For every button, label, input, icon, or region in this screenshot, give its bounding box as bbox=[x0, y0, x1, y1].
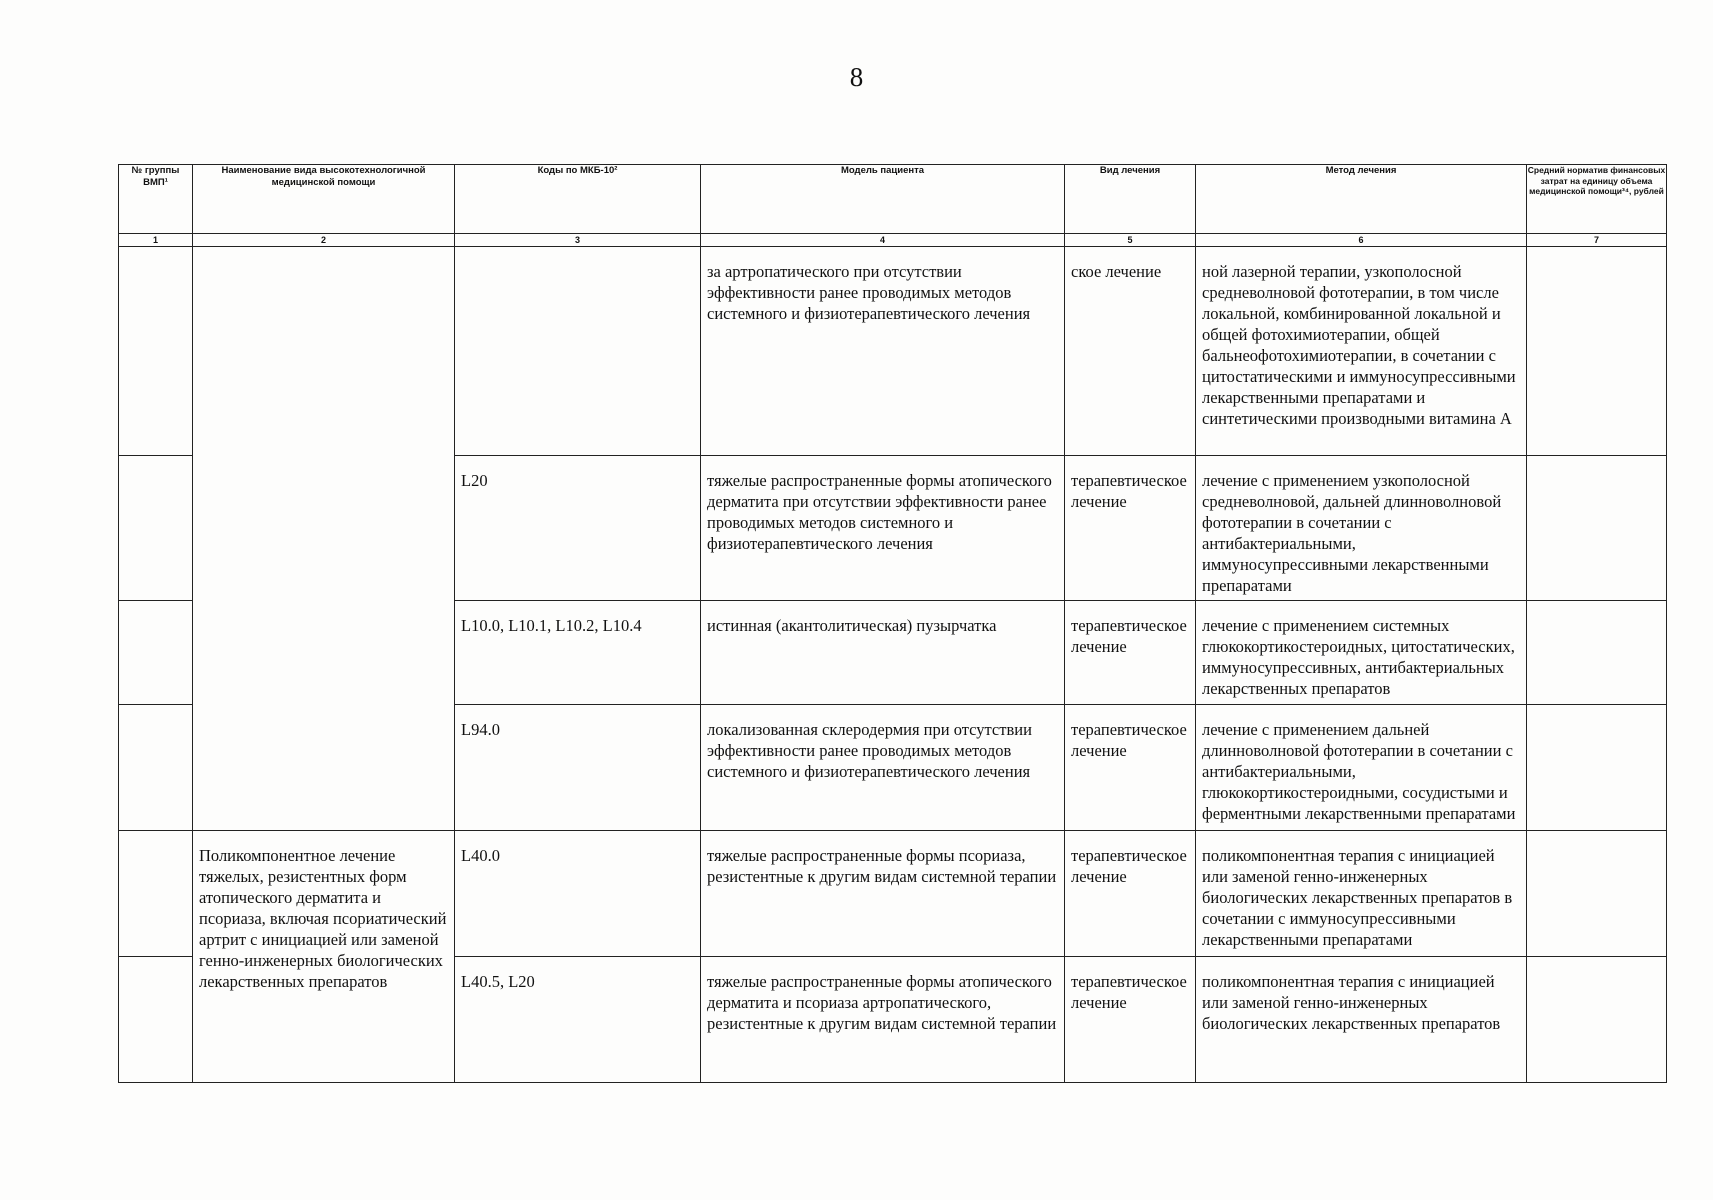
patient-model-cell: истинная (акантолитическая) пузырчатка bbox=[701, 601, 1065, 705]
table-row bbox=[119, 247, 1667, 456]
column-number-row bbox=[119, 234, 1667, 247]
patient-model-cell: за артропатического при отсутствии эффективности ранее проводимых методов системного и физиотерапевтического лечения bbox=[701, 247, 1065, 456]
column-number: 6 bbox=[1196, 234, 1527, 247]
header-treatment-type: Вид лечения bbox=[1065, 165, 1196, 234]
treatment-type-cell: ское лечение bbox=[1065, 247, 1196, 456]
patient-model-cell: тяжелые распространенные формы псориаза, резистентные к другим видам системной терапии bbox=[701, 831, 1065, 957]
patient-model-cell: локализованная склеродермия при отсутствии эффективности ранее проводимых методов системного и физиотерапевтического лечения bbox=[701, 705, 1065, 831]
icd-codes-cell: L10.0, L10.1, L10.2, L10.4 bbox=[455, 601, 701, 705]
icd-codes-cell: L94.0 bbox=[455, 705, 701, 831]
treatment-type-cell: терапевтическое лечение bbox=[1065, 831, 1196, 957]
care-name-cell: Поликомпонентное лечение тяжелых, резистентных форм атопического дерматита и псориаза, включая псориатический артрит с инициацией или заменой генно-инженерных биологических лекарственных препаратов bbox=[193, 831, 455, 1083]
treatment-type-cell: терапевтическое лечение bbox=[1065, 601, 1196, 705]
column-number: 7 bbox=[1527, 234, 1667, 247]
group-number-cell bbox=[119, 247, 193, 456]
header-icd-codes: Коды по МКБ-10² bbox=[455, 165, 701, 234]
column-number: 5 bbox=[1065, 234, 1196, 247]
average-cost-cell bbox=[1527, 705, 1667, 831]
patient-model-cell: тяжелые распространенные формы атопического дерматита при отсутствии эффективности ранее проводимых методов системного и физиотерапевтического лечения bbox=[701, 456, 1065, 601]
average-cost-cell bbox=[1527, 601, 1667, 705]
treatment-method-cell: поликомпонентная терапия с инициацией или заменой генно-инженерных биологических лекарственных препаратов в сочетании с иммуносупрессивными лекарственными препаратами bbox=[1196, 831, 1527, 957]
icd-codes-cell: L20 bbox=[455, 456, 701, 601]
table-row bbox=[119, 831, 1667, 957]
group-number-cell bbox=[119, 831, 193, 957]
vmp-table bbox=[118, 164, 1667, 1083]
treatment-method-cell: ной лазерной терапии, узкополосной средневолновой фототерапии, в том числе локальной, комбинированной локальной и общей фотохимиотерапии, общей бальнеофотохимиотерапии, в сочетании с цитостатическими и иммуносупрессивными лекарственными препаратами и синтетическими производными витамина А bbox=[1196, 247, 1527, 456]
header-treatment-method: Метод лечения bbox=[1196, 165, 1527, 234]
treatment-method-cell: лечение с применением узкополосной средневолновой, дальней длинноволновой фототерапии в сочетании с антибактериальными, иммуносупрессивными лекарственными препаратами bbox=[1196, 456, 1527, 601]
treatment-method-cell: поликомпонентная терапия с инициацией или заменой генно-инженерных биологических лекарственных препаратов bbox=[1196, 957, 1527, 1083]
treatment-method-cell: лечение с применением системных глюкокортикостероидных, цитостатических, иммуносупрессивных, антибактериальных лекарственных препаратов bbox=[1196, 601, 1527, 705]
group-number-cell bbox=[119, 705, 193, 831]
column-number: 2 bbox=[193, 234, 455, 247]
group-number-cell bbox=[119, 456, 193, 601]
treatment-method-cell: лечение с применением дальней длинноволновой фототерапии в сочетании с антибактериальными, глюкокортикостероидными, сосудистыми и ферментными лекарственными препаратами bbox=[1196, 705, 1527, 831]
header-patient-model: Модель пациента bbox=[701, 165, 1065, 234]
care-name-cell bbox=[193, 247, 455, 831]
icd-codes-cell: L40.5, L20 bbox=[455, 957, 701, 1083]
treatment-type-cell: терапевтическое лечение bbox=[1065, 957, 1196, 1083]
average-cost-cell bbox=[1527, 247, 1667, 456]
column-number: 3 bbox=[455, 234, 701, 247]
header-group-number: № группы ВМП¹ bbox=[119, 165, 193, 234]
patient-model-cell: тяжелые распространенные формы атопического дерматита и псориаза артропатического, резистентные к другим видам системной терапии bbox=[701, 957, 1065, 1083]
treatment-type-cell: терапевтическое лечение bbox=[1065, 456, 1196, 601]
header-care-name: Наименование вида высокотехнологичной медицинской помощи bbox=[193, 165, 455, 234]
treatment-type-cell: терапевтическое лечение bbox=[1065, 705, 1196, 831]
header-average-cost: Средний норматив финансовых затрат на единицу объема медицинской помощи³⁴, рублей bbox=[1527, 165, 1667, 234]
page-number: 8 bbox=[849, 62, 864, 92]
column-number: 1 bbox=[119, 234, 193, 247]
header-row bbox=[119, 165, 1667, 234]
group-number-cell bbox=[119, 601, 193, 705]
average-cost-cell bbox=[1527, 831, 1667, 957]
column-number: 4 bbox=[701, 234, 1065, 247]
average-cost-cell bbox=[1527, 456, 1667, 601]
icd-codes-cell: L40.0 bbox=[455, 831, 701, 957]
average-cost-cell bbox=[1527, 957, 1667, 1083]
group-number-cell bbox=[119, 957, 193, 1083]
icd-codes-cell bbox=[455, 247, 701, 456]
